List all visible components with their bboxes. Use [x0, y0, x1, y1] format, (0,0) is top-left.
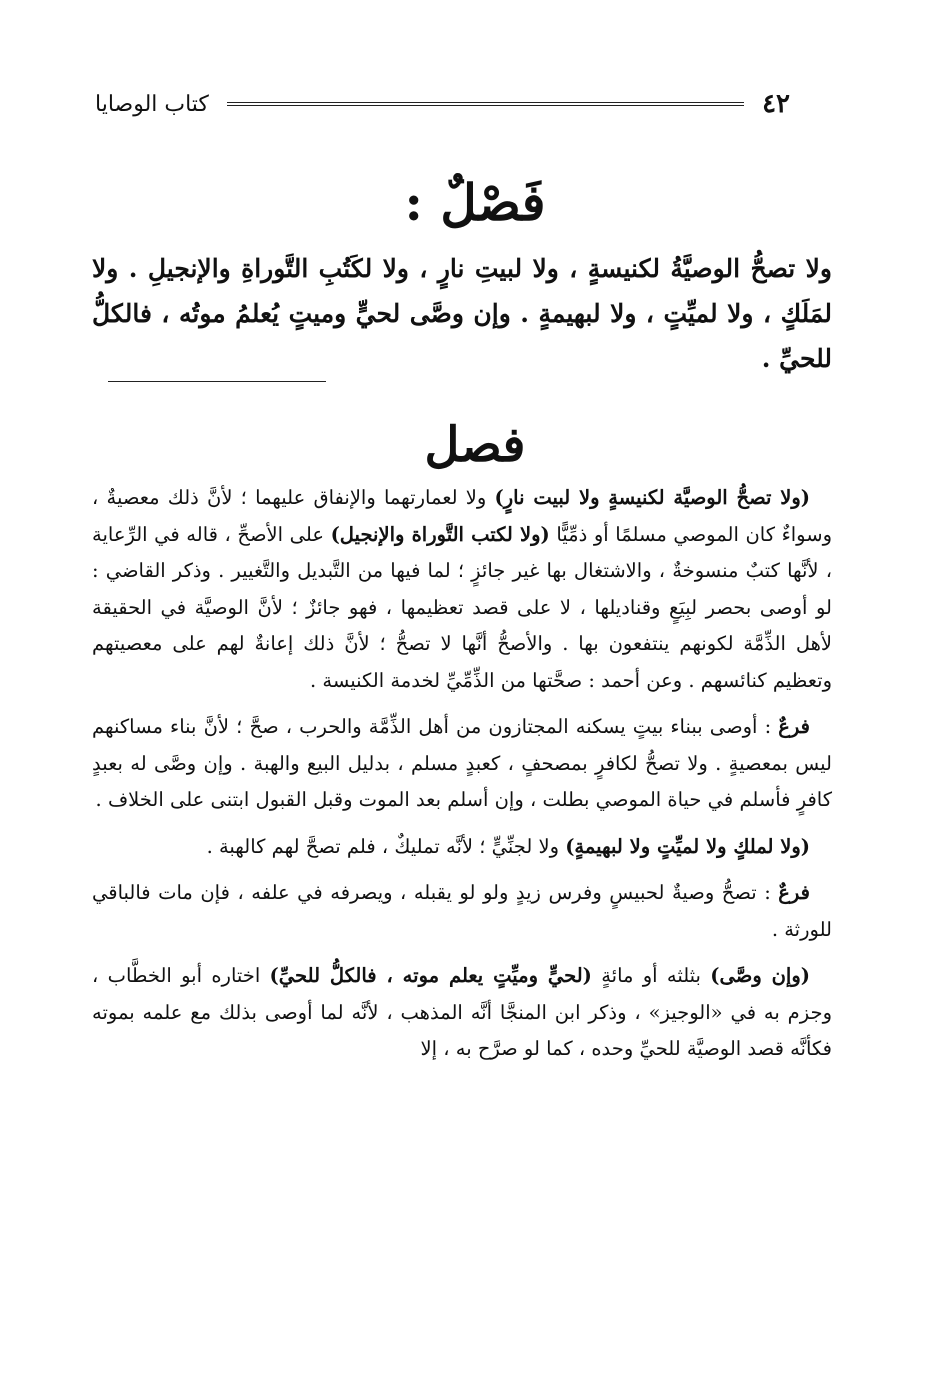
bold-text-run: (وإن وصَّى) — [710, 964, 810, 987]
header-rule — [227, 102, 744, 106]
running-title: كتاب الوصايا — [95, 91, 209, 117]
bold-text-run: (ولا تصحُّ الوصيَّة لكنيسةٍ ولا لبيت نارٍ) — [494, 486, 810, 509]
bold-text-run: (ولا لكتب التَّوراة والإنجيل) — [330, 522, 550, 546]
bold-text-run: فرعٌ — [778, 715, 810, 738]
matn-heading: فَصْلٌ : — [404, 173, 546, 232]
sharh-body — [92, 480, 832, 1078]
sharh-heading: فصل — [424, 417, 526, 473]
matn-divider — [108, 381, 326, 382]
page-number: ٤٢ — [762, 89, 790, 119]
sharh-paragraph — [92, 709, 832, 819]
bold-text-run: (ولا لملكٍ ولا لميِّتٍ ولا لبهيمةٍ) — [565, 834, 810, 858]
matn-text: ولا تصحُّ الوصيَّةُ لكنيسةٍ ، ولا لبيتِ نارٍ ، ولا لكَتُبِ التَّوراةِ والإنجيلِ . ولا لمَلَكٍ ، ولا لميِّتٍ ، ولا لبهيمةٍ . وإن وصَّى لحيٍّ وميتٍ يُعلمُ موتُه ، فالكلُّ للحيِّ . — [92, 254, 832, 373]
running-header — [95, 86, 790, 122]
sharh-paragraph — [92, 958, 832, 1068]
text-run: ولا لعمارتهما والإنفاق عليهما ؛ لأنَّ ذلك معصيةٌ ، وسواءٌ كان الموصي مسلمًا أو ذمِّيًّا — [92, 486, 832, 546]
text-run: بثلثه أو مائةٍ — [591, 964, 711, 987]
text-run: : تصحُّ وصيةٌ لحبيسٍ وفرس زيدٍ ولو لو يقبله ، ويصرفه في علفه ، فإن مات فالباقي للورثة . — [92, 881, 832, 941]
bold-text-run: (لحيٍّ وميِّتٍ يعلم موته ، فالكلُّ للحيِّ) — [269, 964, 592, 987]
sharh-paragraph — [92, 480, 832, 699]
sharh-paragraph — [92, 829, 832, 866]
bold-text-run: فرعٌ — [778, 881, 810, 904]
text-run: على الأصحِّ ، قاله في الرِّعاية ، لأنَّها كتبٌ منسوخةٌ ، والاشتغال بها غير جائزٍ ؛ لما فيها من التَّبديل والتَّغيير . وذكر القاضي : لو أوصى بحصر لبِيَعٍ وقناديلها ، لا على قصد تعظيمها ، فهو جائزٌ ؛ لأنَّ الوصيَّة في الحقيقة لأهل الذِّمَّة لكونهم ينتفعون بها . والأصحُّ أنَّها لا تصحُّ ؛ لأنَّ ذلك إعانةٌ لهم على معصيتهم وتعظيم كنائسهم . وعن أحمد : صحَّتها من الذِّمِّيِّ لخدمة الكنيسة . — [92, 522, 832, 692]
text-run: اختاره أبو الخطَّاب ، وجزم به في «الوجيز» ، وذكر ابن المنجَّا أنَّه المذهب ، لأنَّه لما أوصى بذلك مع علمه بموته فكأنَّه قصد الوصيَّة للحيِّ وحده ، كما لو صرَّح به ، إلا — [92, 964, 832, 1060]
text-run: : أوصى ببناء بيتٍ يسكنه المجتازون من أهل الذِّمَّة والحرب ، صحَّ ؛ لأنَّ بناء مساكنهم ليس بمعصيةٍ . ولا تصحُّ لكافرٍ بمصحفٍ ، كعبدٍ مسلم ، بدليل البيع والهبة . وإن وصَّى له بعبدٍ كافرٍ فأسلم في حياة الموصي بطلت ، وإن أسلم بعد الموت وقبل القبول ابتنى على الخلاف . — [92, 715, 832, 811]
sharh-paragraph — [92, 875, 832, 948]
text-run: ولا لجنِّيٍّ ؛ لأنَّه تمليكٌ ، فلم تصحَّ لهم كالهبة . — [206, 834, 566, 858]
